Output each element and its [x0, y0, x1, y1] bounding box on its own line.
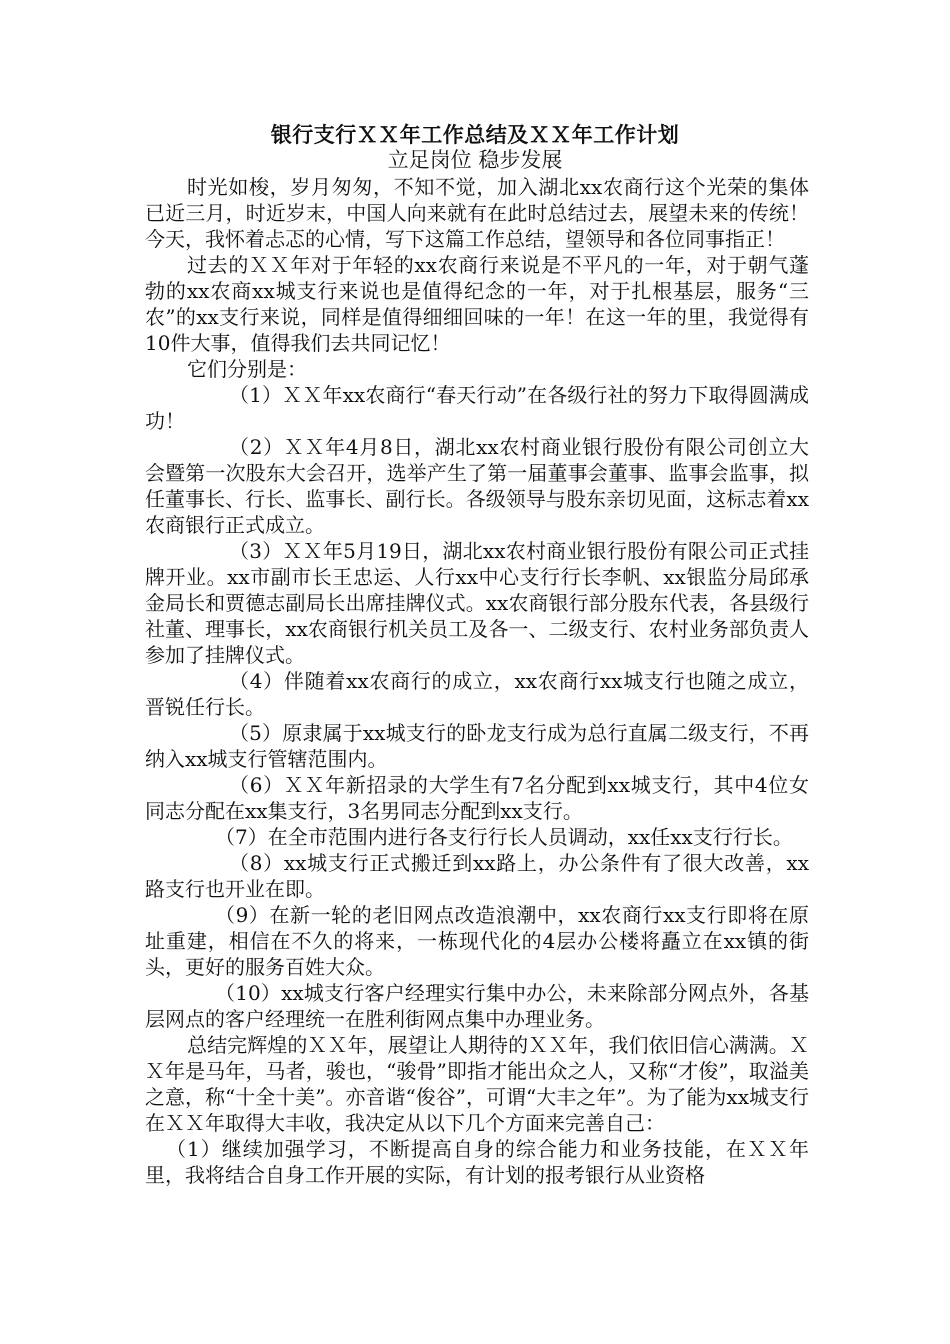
document-subtitle: 立足岗位 稳步发展 [387, 148, 563, 172]
plan-item-1: （1）继续加强学习，不断提高自身的综合能力和业务技能，在ＸＸ年里，我将结合自身工作开展的实际，有计划的报考银行从业资格 [145, 1137, 809, 1187]
list-item-4: （4）伴随着xx农商行的成立，xx农商行xx城支行也随之成立，晋锐任行长。 [145, 669, 809, 719]
list-item-10: （10）xx城支行客户经理实行集中办公，未来除部分网点外，各基层网点的客户经理统一在胜利街网点集中办理业务。 [145, 981, 809, 1031]
list-item-6: （6）ＸＸ年新招录的大学生有7名分配到xx城支行，其中4位女同志分配在xx集支行，3名男同志分配到xx支行。 [145, 773, 809, 823]
document-body [145, 174, 809, 1188]
list-item-9: （9）在新一轮的老旧网点改造浪潮中，xx农商行xx支行即将在原址重建，相信在不久的将来，一栋现代化的4层办公楼将矗立在xx镇的街头，更好的服务百姓大众。 [145, 903, 809, 979]
paragraph-list-intro: 它们分别是： [187, 357, 307, 381]
paragraph-intro: 时光如梭，岁月匆匆，不知不觉，加入湖北xx农商行这个光荣的集体已近三月，时近岁末，中国人向来就有在此时总结过去，展望未来的传统！今天，我怀着忐忑的心情，写下这篇工作总结，望领导和各位同事指正！ [145, 175, 809, 251]
paragraph-outlook: 总结完辉煌的ＸＸ年，展望让人期待的ＸＸ年，我们依旧信心满满。ＸＸ年是马年，马者，骏也，“骏骨”即指才能出众之人，又称“才俊”，取溢美之意，称“十全十美”。亦音谐“俊谷”，可谓“大丰之年”。为了能为xx城支行在ＸＸ年取得大丰收，我决定从以下几个方面来完善自己： [145, 1033, 809, 1135]
list-item-1: （1）ＸＸ年xx农商行“春天行动”在各级行社的努力下取得圆满成功！ [145, 383, 809, 433]
list-item-5: （5）原隶属于xx城支行的卧龙支行成为总行直属二级支行，不再纳入xx城支行管辖范围内。 [145, 721, 809, 771]
document-title: 银行支行ＸＸ年工作总结及ＸＸ年工作计划 [270, 122, 680, 147]
list-item-3: （3）ＸＸ年5月19日，湖北xx农村商业银行股份有限公司正式挂牌开业。xx市副市长王忠运、人行xx中心支行行长李帆、xx银监分局邱承金局长和贾德志副局长出席挂牌仪式。xx农商银行部分股东代表，各县级行社董、理事长，xx农商银行机关员工及各一、二级支行、农村业务部负责人参加了挂牌仪式。 [145, 539, 809, 667]
list-item-2: （2）ＸＸ年4月8日，湖北xx农村商业银行股份有限公司创立大会暨第一次股东大会召开，选举产生了第一届董事会董事、监事会监事，拟任董事长、行长、监事长、副行长。各级领导与股东亲切见面，这标志着xx农商银行正式成立。 [145, 435, 809, 537]
paragraph-review: 过去的ＸＸ年对于年轻的xx农商行来说是不平凡的一年，对于朝气蓬勃的xx农商xx城支行来说也是值得纪念的一年，对于扎根基层，服务“三农”的xx支行来说，同样是值得细细回味的一年！在这一年的里，我觉得有10件大事，值得我们去共同记忆！ [145, 253, 809, 355]
list-item-7: （7）在全市范围内进行各支行行长人员调动，xx任xx支行行长。 [215, 825, 793, 849]
list-item-8: （8）xx城支行正式搬迁到xx路上，办公条件有了很大改善，xx路支行也开业在即。 [145, 851, 809, 901]
